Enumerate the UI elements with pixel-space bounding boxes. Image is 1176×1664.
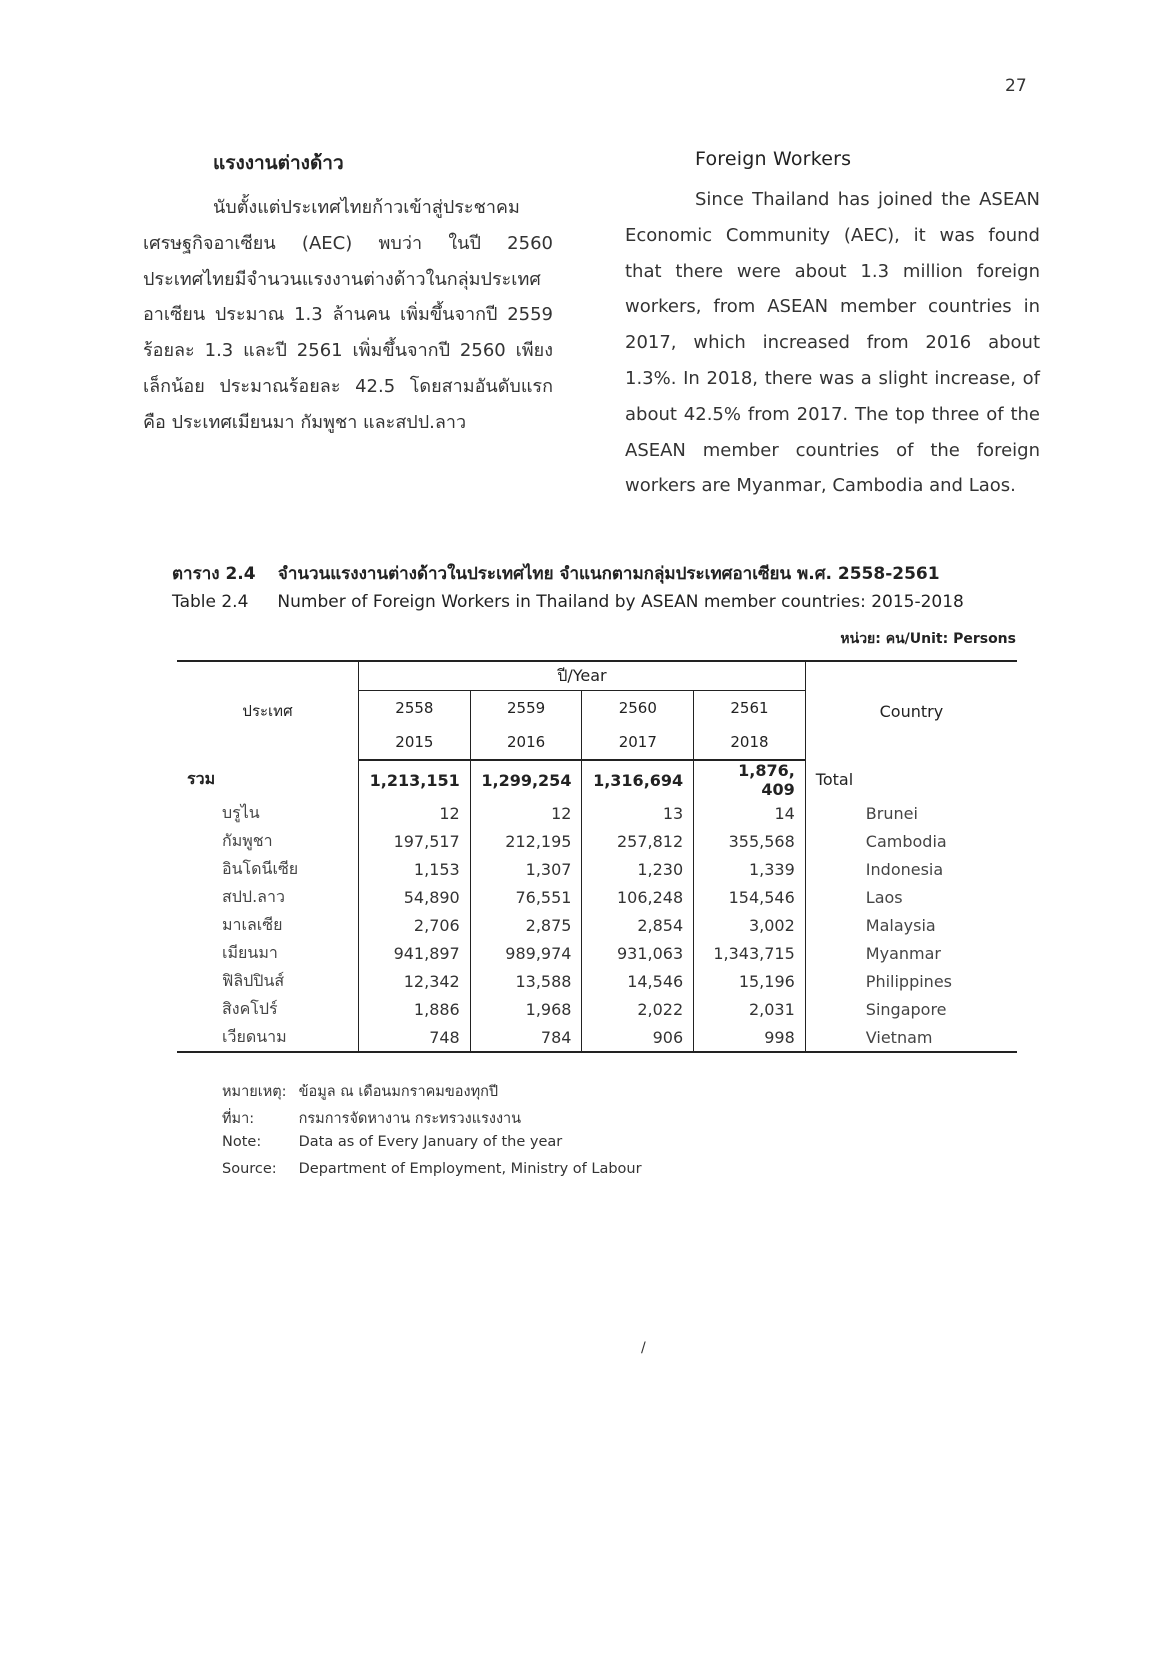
cell-value: 12 xyxy=(359,799,471,827)
header-year-ce: 2017 xyxy=(582,725,694,760)
cell-country-thai: เมียนมา xyxy=(222,942,278,962)
foreign-workers-table xyxy=(177,660,1017,1053)
cell-value: 257,812 xyxy=(582,827,694,855)
cell-country-english: Singapore xyxy=(865,999,947,1019)
cell-country-english: Vietnam xyxy=(805,1023,1017,1052)
cell-value: 54,890 xyxy=(359,883,471,911)
cell-value: 1,299,254 xyxy=(470,760,582,799)
table-row xyxy=(177,1023,1017,1052)
cell-value: 2,031 xyxy=(694,995,806,1023)
caption-label-thai: ตาราง 2.4 xyxy=(172,564,256,584)
cell-value: 1,968 xyxy=(470,995,582,1023)
cell-value: 1,316,694 xyxy=(582,760,694,799)
cell-value: 989,974 xyxy=(470,939,582,967)
footer-mark: / xyxy=(641,1340,646,1356)
cell-value: 1,339 xyxy=(694,855,806,883)
cell-value: 748 xyxy=(359,1023,471,1052)
cell-value: 931,063 xyxy=(582,939,694,967)
cell-value: 2,854 xyxy=(582,911,694,939)
note-label: หมายเหตุ: xyxy=(222,1084,287,1100)
note-row xyxy=(222,1161,642,1188)
cell-value: 14 xyxy=(694,799,806,827)
table-row xyxy=(177,967,1017,995)
caption-text-english: Number of Foreign Workers in Thailand by ASEAN member countries: 2015-2018 xyxy=(277,592,964,612)
cell-value: 212,195 xyxy=(470,827,582,855)
table-row xyxy=(177,911,1017,939)
cell-value: 1,230 xyxy=(582,855,694,883)
cell-country-english: Total xyxy=(815,770,854,789)
cell-country-english: Malaysia xyxy=(865,915,936,935)
thai-heading: แรงงานต่างด้าว xyxy=(213,152,344,174)
english-heading: Foreign Workers xyxy=(695,148,852,170)
thai-paragraph: นับตั้งแต่ประเทศไทยก้าวเข้าสู่ประชาคมเศรษฐกิจอาเซียน (AEC) พบว่า ในปี 2560 ประเทศไทยมีจำนวนแรงงานต่างด้าวในกลุ่มประเทศอาเซียน ประมาณ 1.3 ล้านคน เพิ่มขึ้นจากปี 2559 ร้อยละ 1.3 และปี 2561 เพิ่มขึ้นจากปี 2560 เพียงเล็กน้อย ประมาณร้อยละ 42.5 โดยสามอันดับแรก คือ ประเทศเมียนมา กัมพูชา และสปป.ลาว xyxy=(143,197,553,433)
caption-label-english: Table 2.4 xyxy=(172,592,249,612)
cell-country-english: Indonesia xyxy=(865,859,944,879)
header-year-ce: 2015 xyxy=(359,725,471,760)
table-row xyxy=(177,995,1017,1023)
cell-country-thai: สิงคโปร์ xyxy=(222,998,278,1018)
table-notes xyxy=(222,1080,642,1188)
cell-value: 12,342 xyxy=(359,967,471,995)
cell-value: 941,897 xyxy=(359,939,471,967)
cell-value: 106,248 xyxy=(582,883,694,911)
cell-value: 14,546 xyxy=(582,967,694,995)
note-text: Department of Employment, Ministry of Labour xyxy=(298,1161,642,1177)
cell-value: 1,213,151 xyxy=(359,760,471,799)
header-year-group: ปี/Year xyxy=(359,661,806,691)
note-row xyxy=(222,1080,642,1107)
note-label: ที่มา: xyxy=(222,1111,255,1127)
cell-country-english: Brunei xyxy=(865,803,918,823)
cell-value: 1,886 xyxy=(359,995,471,1023)
table-row xyxy=(177,855,1017,883)
cell-country-english: Philippines xyxy=(865,971,952,991)
table-caption-thai xyxy=(172,560,940,587)
cell-country-thai: รวม xyxy=(187,769,216,788)
cell-value: 197,517 xyxy=(359,827,471,855)
note-text: กรมการจัดหางาน กระทรวงแรงงาน xyxy=(298,1111,522,1127)
cell-country-thai: บรูไน xyxy=(222,802,260,822)
header-year-be: 2560 xyxy=(582,691,694,726)
cell-country-thai: เวียดนาม xyxy=(177,1023,359,1052)
unit-label: หน่วย: คน/Unit: Persons xyxy=(840,631,1016,647)
note-label: Note: xyxy=(222,1134,262,1150)
cell-value: 906 xyxy=(582,1023,694,1052)
header-country-thai: ประเทศ xyxy=(177,661,359,760)
cell-value: 3,002 xyxy=(694,911,806,939)
cell-country-thai: มาเลเซีย xyxy=(222,914,283,934)
cell-value: 76,551 xyxy=(470,883,582,911)
cell-country-thai: สปป.ลาว xyxy=(222,886,285,906)
english-section xyxy=(625,148,1040,504)
cell-value: 2,875 xyxy=(470,911,582,939)
cell-country-english: Cambodia xyxy=(865,831,947,851)
page-number: 27 xyxy=(1005,76,1027,96)
cell-country-thai: กัมพูชา xyxy=(222,830,273,850)
cell-value: 2,022 xyxy=(582,995,694,1023)
note-label: Source: xyxy=(222,1161,277,1177)
thai-section xyxy=(143,148,553,441)
table-row xyxy=(177,799,1017,827)
table-row xyxy=(177,939,1017,967)
header-year-ce: 2018 xyxy=(694,725,806,760)
cell-value: 1,876, 409 xyxy=(694,760,806,799)
table-row-total xyxy=(177,760,1017,799)
header-country-english: Country xyxy=(805,661,1017,760)
header-year-ce: 2016 xyxy=(470,725,582,760)
cell-value: 13,588 xyxy=(470,967,582,995)
cell-value: 13 xyxy=(582,799,694,827)
table-row xyxy=(177,827,1017,855)
header-year-be: 2558 xyxy=(359,691,471,726)
caption-text-thai: จำนวนแรงงานต่างด้าวในประเทศไทย จำแนกตามกลุ่มประเทศอาเซียน พ.ศ. 2558-2561 xyxy=(277,564,940,584)
header-year-be: 2561 xyxy=(694,691,806,726)
english-paragraph: Since Thailand has joined the ASEAN Economic Community (AEC), it was found that there were about 1.3 million foreign workers, from ASEAN member countries in 2017, which increased from 2016 about 1.3%. In 2018, there was a slight increase, of about 42.5% from 2017. The top three of the ASEAN member countries of the foreign workers are Myanmar, Cambodia and Laos. xyxy=(625,189,1040,497)
cell-value: 12 xyxy=(470,799,582,827)
table-row xyxy=(177,883,1017,911)
cell-country-thai: ฟิลิปปินส์ xyxy=(222,970,285,990)
cell-value: 998 xyxy=(694,1023,806,1052)
cell-country-english: Laos xyxy=(865,887,903,907)
table-caption-english xyxy=(172,592,964,612)
note-text: Data as of Every January of the year xyxy=(298,1134,563,1150)
header-year-be: 2559 xyxy=(470,691,582,726)
cell-value: 1,343,715 xyxy=(694,939,806,967)
cell-value: 2,706 xyxy=(359,911,471,939)
cell-value: 15,196 xyxy=(694,967,806,995)
cell-value: 1,307 xyxy=(470,855,582,883)
note-row xyxy=(222,1107,642,1134)
cell-value: 154,546 xyxy=(694,883,806,911)
cell-value: 1,153 xyxy=(359,855,471,883)
cell-value: 784 xyxy=(470,1023,582,1052)
cell-value: 355,568 xyxy=(694,827,806,855)
note-row xyxy=(222,1134,642,1161)
cell-country-english: Myanmar xyxy=(865,943,941,963)
cell-country-thai: อินโดนีเซีย xyxy=(222,858,299,878)
note-text: ข้อมูล ณ เดือนมกราคมของทุกปี xyxy=(298,1084,499,1100)
